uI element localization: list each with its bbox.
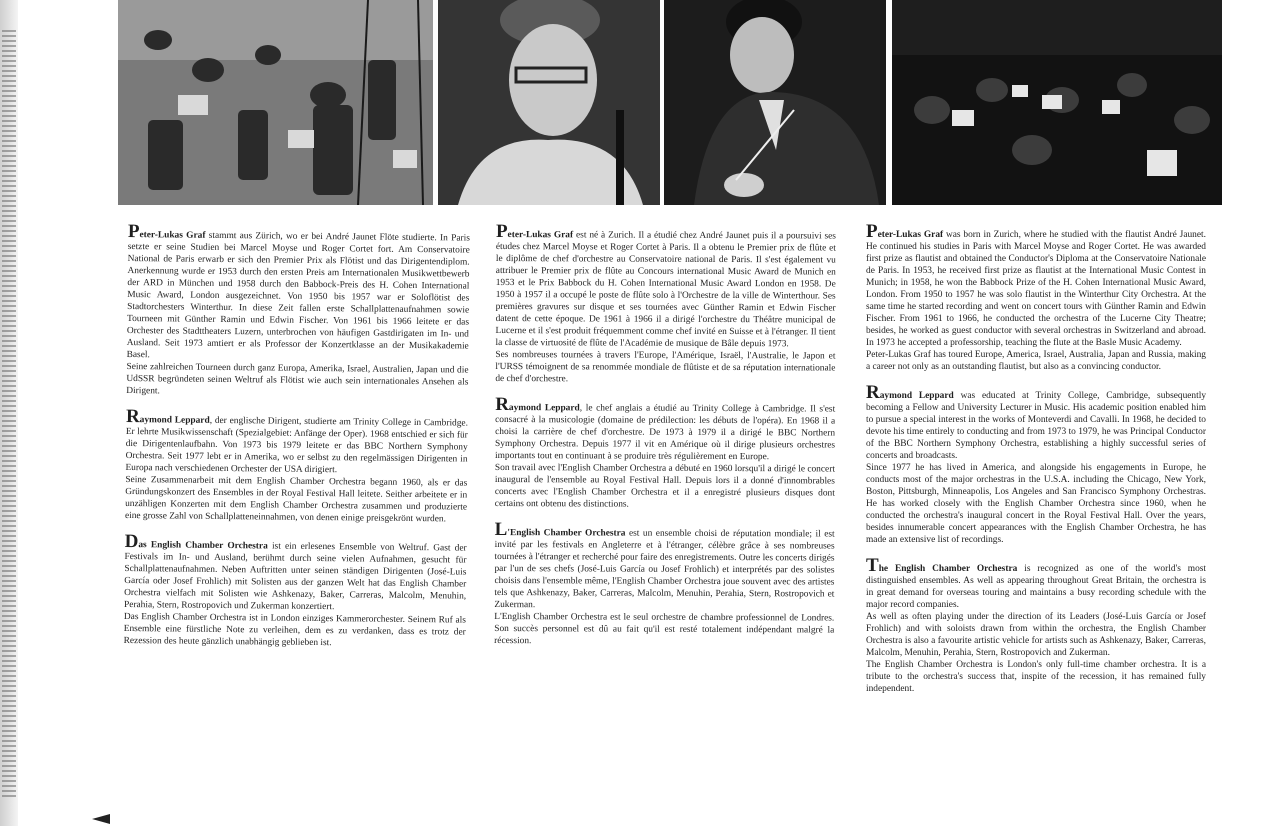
paragraph-text: est né à Zurich. Il a étudié chez André Jaunet puis il a poursuivi ses études chez Marcel Moyse et Roger Cortet à Paris. Il a obtenu le Premier prix de flûte et le diplôme de chef d'orchestre au Conservatoire national de Paris. Il s'est également vu attribuer le Premier prix de flûte au Concours international Music Award de Munich en 1953 et le Prix Babbock du H. Cohen International Music Award London en 1958. De 1950 à 1957 il a occupé le poste de flûte solo à l'Orchestre de la ville de Winterthour. Ses premières gravures sur disque et ses tournées avec Günther Ramin et Edwin Fischer datent de cette époque. De 1961 à 1966 il a dirigé l'orchestre du Théâtre municipal de Lucerne et il s'est produit fréquemment comme chef invité en Suisse et à l'étranger. Il tient la classe de virtuosité de flûte de l'Académie de musique de Bâle depuis 1973. [495,230,836,350]
lead-name: aymond Leppard [879,391,954,401]
bio-paragraph [866,382,1207,462]
lead-name: eter-Lukas Graf [139,230,206,241]
bio-paragraph [494,518,835,612]
paragraph-text: Seine Zusammenarbeit mit dem English Chamber Orchestra begann 1960, als er das Gründungskonzert des Ensembles in der Royal Festival Hall leitete. Seither arbeitete er in unzähligen Konzerten mit dem English Chamber Orchestra zusammen und produzierte eine grosse Zahl von Schallplatteneinnahmen, von denen einige preisgekrönt wurden. [124,474,468,525]
paragraph-text: est un ensemble choisi de réputation mondiale; il est invité par les festivals en Angleterre et à l'étranger, célèbre grâce à ses nombreuses tournées à l'étranger et recherché pour faire des enregistrements. Outre les concerts dirigés par l'un de ses chefs (José-Luis García ou Josef Frohlich) et interprétés par des solistes choisis dans l'ensemble même, l'English Chamber Orchestra joue souvent avec des artistes tels que Ashkenazy, Baker, Carreras, Malcolm, Menuhin, Perahia, Stern, Rostropovich et Zukerman. [494,528,835,611]
photo-peter-lukas-graf [438,0,660,205]
lead-name: aymond Leppard [508,403,580,414]
paragraph-text: L'English Chamber Orchestra est le seul orchestre de chambre professionnel de Londres. Son succès personnel est dû au fait qu'il est resté totalement indépendant malgré la récession. [494,611,835,647]
paragraph-text: Son travail avec l'English Chamber Orchestra a débuté en 1960 lorsqu'il a dirigé le concert inaugural de l'ensemble au Royal Festival Hall. Depuis lors il a donné d'innombrables concerts avec l'English Chamber Orchestra et il a enregistré plusieurs disques dont certains ont obtenu des distinctions. [494,462,835,510]
paragraph-text: was born in Zurich, where he studied with the flautist André Jaunet. He continued his studies in Paris with Marcel Moyse and Roger Cortet. He was awarded first prize as flautist and obtained the Conductor's Diploma at the Conservatoire Nationale de Paris. In 1953, he received first prize as flautist at the International Music Contest in Munich; in 1958, he won the Babbock Prize of the H. Cohen International Music Award, London. From 1950 to 1957 he was solo flautist in the Winterthur City Orchestra. At the same time he started recording and went on concert tours with Günther Ramin and Edwin Fischer. From 1961 to 1966, he conducted the orchestra of the Lucerne City Theatre; besides, he worked as guest conductor with several orchestras in Switzerland and abroad. In 1973 he accepted a professorship, teaching the flute at the Basle Music Academy. [866,230,1206,348]
bio-paragraph [125,405,469,478]
bio-paragraph [495,221,836,350]
bio-paragraph [126,221,470,365]
lead-name: as English Chamber Orchestra [138,540,268,552]
paragraph-text: Seine zahlreichen Tourneen durch ganz Europa, Amerika, Israel, Australien, Japan und die UdSSR begründeten seinen Weltruf als Flötist wie auch sein internationales Ansehen als Dirigent. [126,361,469,397]
lead-name: 'English Chamber Orchestra [507,528,626,539]
lead-name: eter-Lukas Graf [877,230,944,240]
corner-arrow-icon [92,814,110,824]
bio-leppard-en [866,382,1207,546]
bio-paragraph [123,530,467,615]
paragraph-text: , le chef anglais a étudié au Trinity College à Cambridge. Il s'est consacré à la musicologie (domaine de prédilection: les débuts de l'opéra). En 1968 il a choisi la carrière de chef d'orchestre. De 1973 à 1979 il a dirigé le BBC Northern Symphony Orchestra. Depuis 1977 il vit en Amérique où il dirige plusieurs orchestres importants tout en continuant à se produire très régulièrement en Europe. [494,403,836,463]
bio-eco-de [123,530,467,651]
paragraph-text: Ses nombreuses tournées à travers l'Europe, l'Amérique, Israël, l'Australie, le Japon et l'URSS témoignent de sa renommée mondiale de flûtiste et de sa réputation internationale de chef d'orchestre. [495,349,836,385]
paragraph-text: was educated at Trinity College, Cambridge, subsequently becoming a Fellow and University Lecturer in Music. His academic position enabled him to pursue a special interest in the works of Monteverdi and Cavalli. In 1968, he decided to devote his time entirely to conducting and from 1973 to 1979, he was Principal Conductor of the BBC Northern Symphony Orchestra, establishing a highly successful series of concerts and broadcasts. [866,391,1207,461]
bio-eco-en [866,555,1207,695]
drop-cap: R [495,393,510,416]
column-german [123,221,470,665]
drop-cap: T [866,555,879,576]
photo-orchestra-rehearsal [118,0,433,205]
paragraph-text: is recognized as one of the world's most distinguished ensembles. As well as appearing throughout Great Britain, the orchestra is in great demand for overseas touring and maintains a busy recording schedule with the major record companies. [866,564,1207,610]
column-english [866,221,1207,709]
photo-raymond-leppard [664,0,886,205]
bio-paragraph [866,555,1207,611]
page-gutter [0,0,18,826]
drop-cap: D [124,530,139,553]
drop-cap: R [866,382,880,403]
bio-paragraph [866,221,1206,349]
paragraph-text: , der englische Dirigent, studierte am Trinity College in Cambridge. Er lehrte Musikwissenschaft (Spezialgebiet: Anfänge der Oper). 1968 entschied er sich für die Dirigentenlaufbahn. Von 1973 bis 1979 leitete er das BBC Northern Symphony Orchestra. Seit 1977 lebt er in Amerika, wo er selbst zu den regelmässigen Dirigenten in Europa nach verschiedenen Orchester der USA dirigiert. [125,415,469,476]
bio-leppard-fr [494,393,836,511]
paragraph-text: Peter-Lukas Graf has toured Europe, America, Israel, Australia, Japan and Russia, making a career not only as an outstanding flautist, but also as a convincing conductor. [866,350,1206,372]
paragraph-text: Since 1977 he has lived in America, and alongside his engagements in Europe, he conducts most of the major orchestras in the U.S.A. including the Chicago, New York, Boston, Pittsburgh, Minneapolis, Los Angeles and San Francisco Symphony Orchestras. He has worked closely with the English Chamber Orchestra since 1960, when he conducted the orchestra's inaugural concert in the Royal Festival Hall. Over the years, besides innumerable concert appearances with the English Chamber Orchestra, he has made an extensive list of recordings. [866,463,1206,545]
paragraph-text: ist ein erlesenes Ensemble von Weltruf. Gast der Festivals im In- und Ausland, berühmt durch seine vielen Aufnahmen, gesucht für Schallplattenaufnahmen. Neben Auftritten unter seinen ständigen Dirigenten (José-Luis García oder Josef Frohlich) mit Solisten aus der ganzen Welt hat das English Chamber Orchestra vielfach mit Solisten wie Ashkenazy, Baker, Carreras, Malcolm, Menuhin, Perahia, Stern, Rostropovich und Zukerman konzertiert. [123,541,467,613]
drop-cap: R [125,405,140,428]
column-french [494,221,836,662]
lead-name: he English Chamber Orchestra [878,564,1018,574]
facing-page-text [2,30,16,800]
bio-eco-fr [494,518,835,648]
photo-orchestra-performance [892,0,1222,205]
bio-graf-fr [495,221,836,386]
bio-paragraph [494,393,836,463]
drop-cap: P [495,221,508,243]
paragraph-text: Das English Chamber Orchestra ist in London einziges Kammerorchester. Seinem Ruf als Ensemble eine fürstliche Note zu verleihen, dem es zu verdanken, dass es trotz der Rezession des heute gänzlich unabhängig geblieben ist. [123,611,466,649]
drop-cap: P [127,221,140,243]
bio-graf-en [866,221,1206,373]
bio-leppard-de [124,405,469,526]
drop-cap: P [866,221,878,242]
drop-cap: L [494,518,508,541]
paragraph-text: As well as often playing under the direction of its Leaders (José-Luis García or Josef Frohlich) and with soloists drawn from within the orchestra, the English Chamber Orchestra is also a favourite artistic vehicle for artists such as Ashkenazy, Baker, Carreras, Malcolm, Menuhin, Perahia, Stern, Rostropovich and Zukerman. [866,612,1206,658]
paragraph-text: stammt aus Zürich, wo er bei André Jaunet Flöte studierte. In Paris setzte er seine Studien bei Marcel Moyse und Roger Cortet fort. Am Conservatoire National de Paris erwarb er sich den Premier Prix als Flötist und das Dirigentendiplom. Anerkennung wurde er 1953 durch den ersten Preis am Internationalen Musikwettbewerb der ARD in München und 1958 durch den Babbock-Preis des H. Cohen International Music Award, London ausgezeichnet. Von 1950 bis 1957 war er Soloflötist des Stadtorchesters Winterthur. In diese Zeit fallen erste Schallplattenaufnahmen sowie Tourneen mit Günther Ramin und Edwin Fischer. Von 1961 bis 1966 leitete er das Orchester des Stadttheaters Luzern, unterbrochen von häufigen Gastdirigaten im In- und Ausland. Seit 1973 amtiert er als Professor der Konzertklasse an der Musikakademie Basel. [126,230,470,361]
lead-name: aymond Leppard [139,415,210,426]
bio-graf-de [126,221,470,401]
paragraph-text: The English Chamber Orchestra is London's only full-time chamber orchestra. It is a tribute to the orchestra's success that, inspite of the recession, it has remained fully independent. [866,660,1206,694]
lead-name: eter-Lukas Graf [507,230,574,241]
